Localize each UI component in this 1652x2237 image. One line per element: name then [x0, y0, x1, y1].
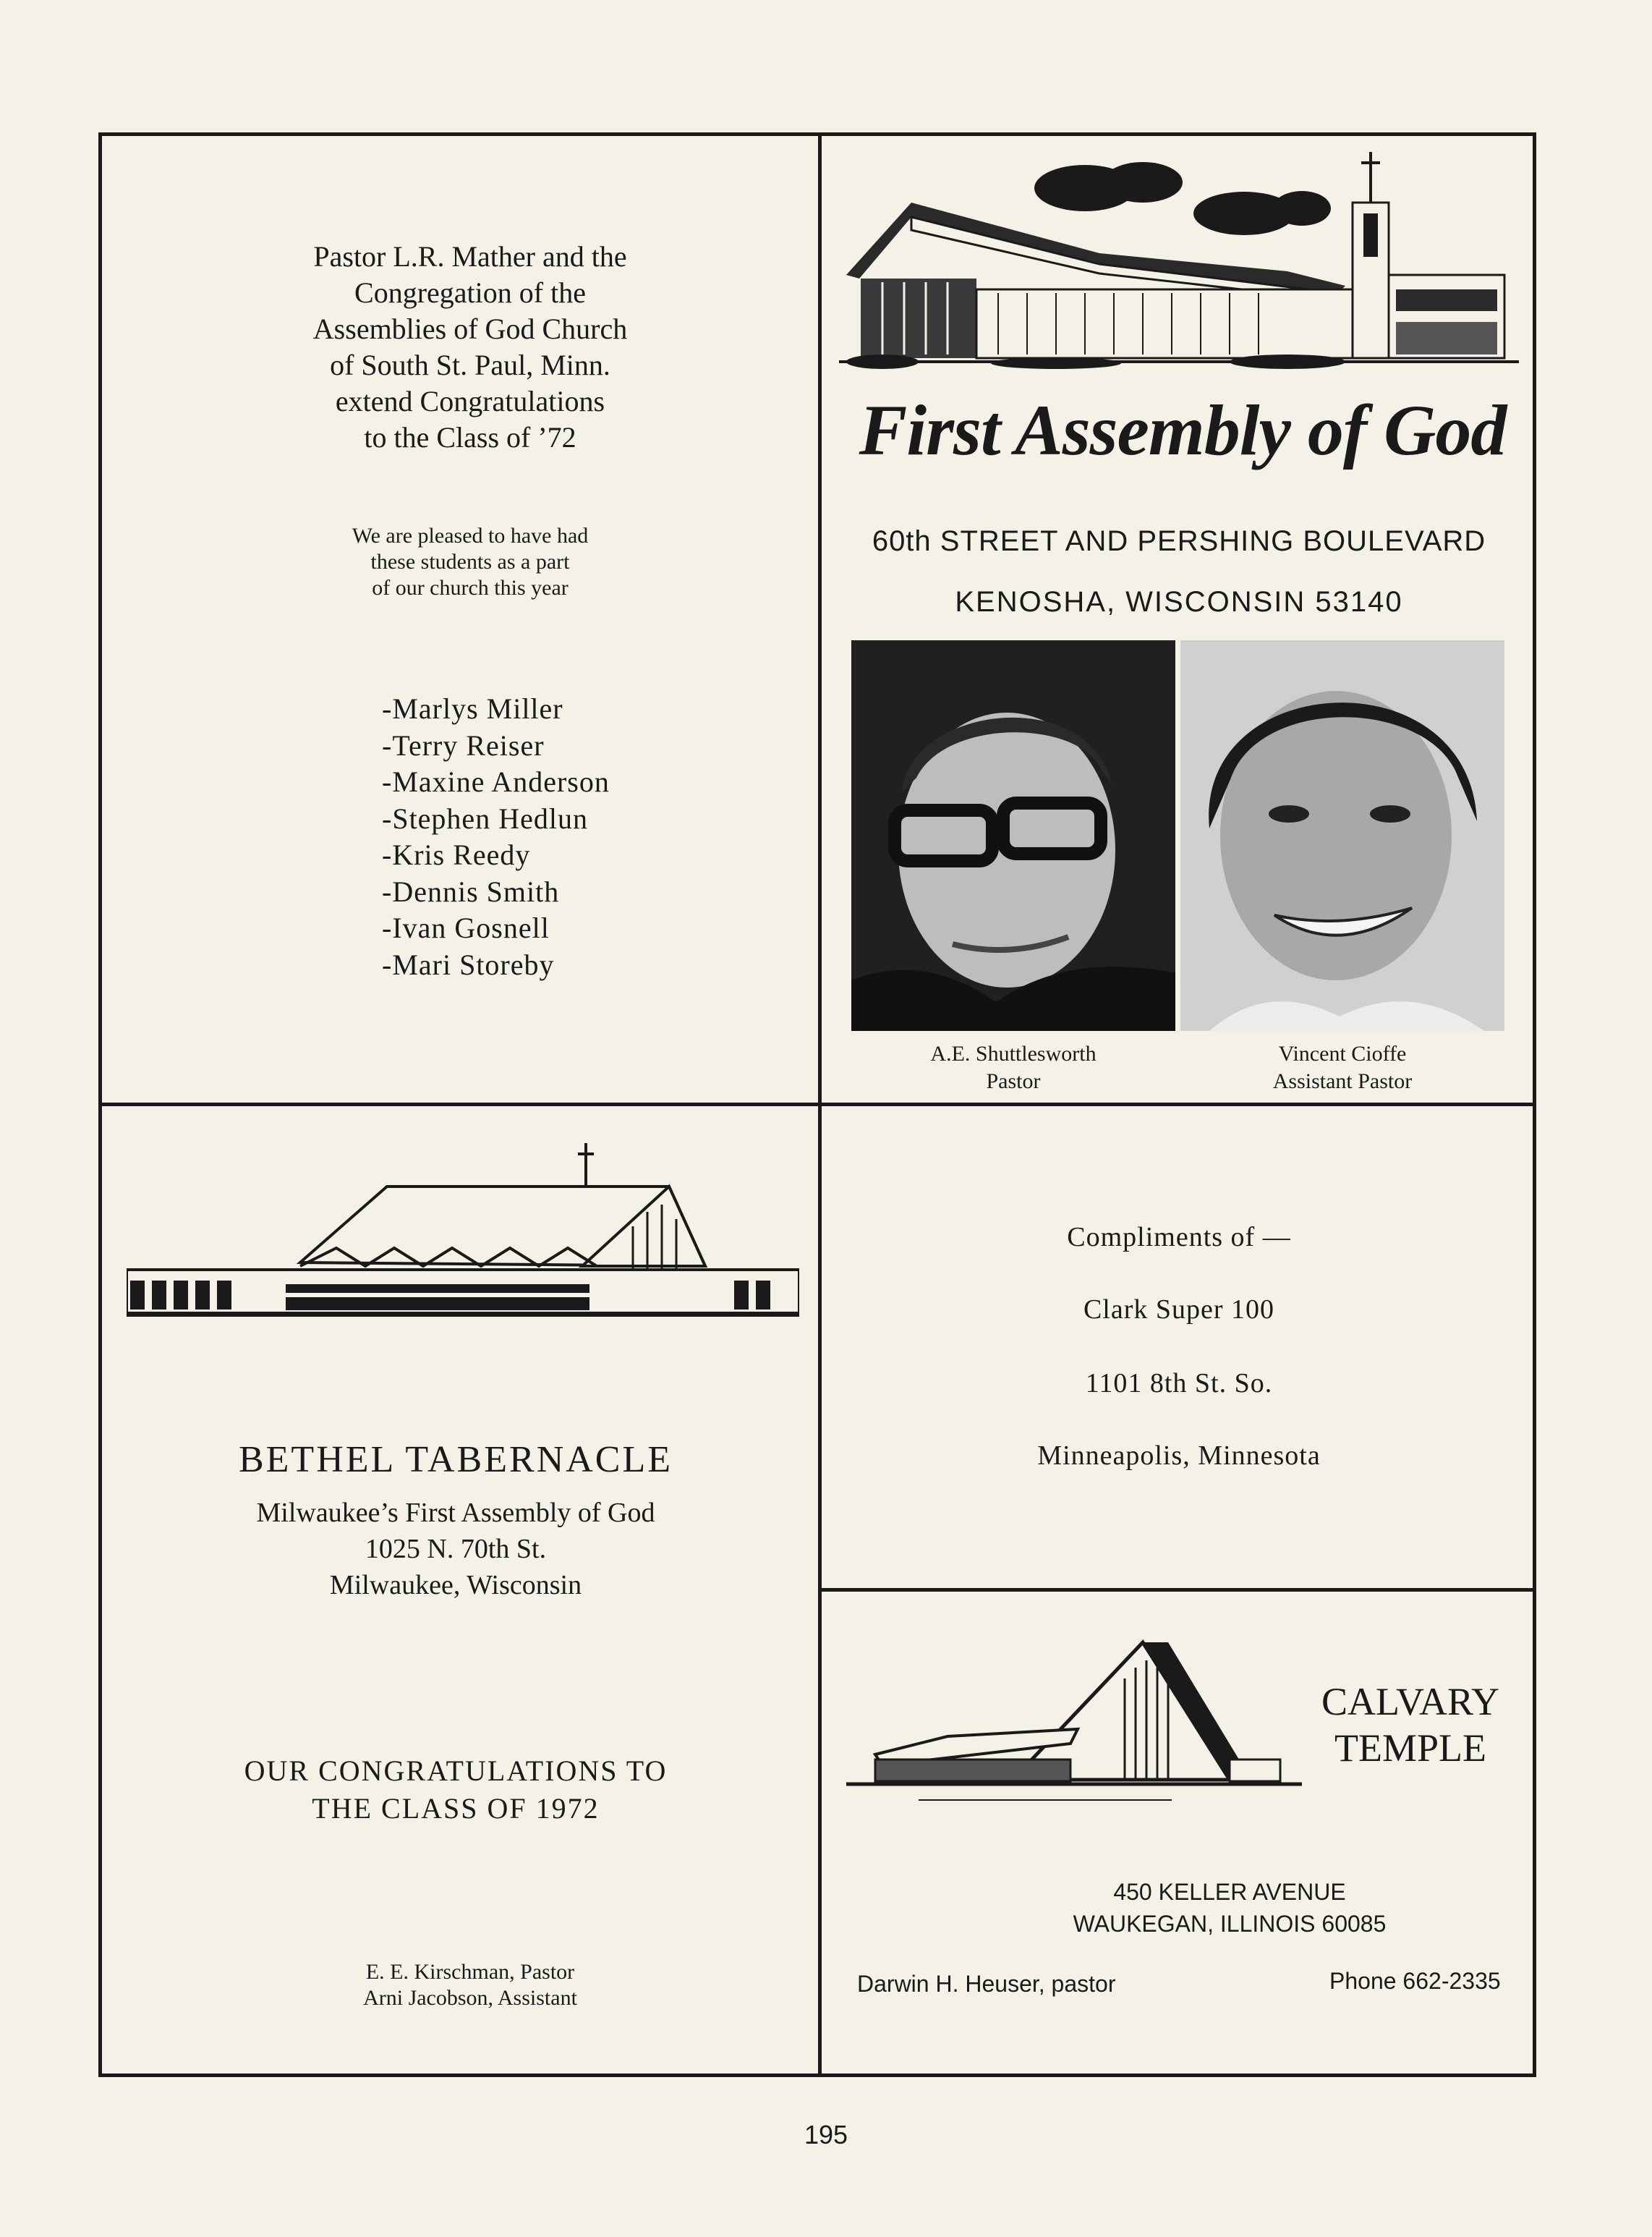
horizontal-divider-right	[818, 1588, 1536, 1592]
bethel-congratulations	[130, 1752, 781, 1828]
pastor-role: Pastor	[986, 1069, 1041, 1093]
first-assembly-street: 60th STREET AND PERSHING BOULEVARD	[872, 525, 1486, 557]
calvary-phone: Phone 662-2335	[1329, 1968, 1501, 1994]
sub-line: these students as a part	[370, 550, 570, 574]
first-assembly-city: KENOSHA, WISCONSIN 53140	[955, 586, 1403, 618]
calvary-city: WAUKEGAN, ILLINOIS 60085	[1073, 1911, 1387, 1937]
bethel-pastor: E. E. Kirschman, Pastor	[365, 1960, 575, 1984]
student-name: -Stephen Hedlun	[382, 802, 588, 835]
clark-compliments: Compliments of —	[1067, 1222, 1291, 1252]
clark-city: Minneapolis, Minnesota	[1037, 1440, 1321, 1471]
heading-line: to the Class of ’72	[364, 421, 576, 454]
bethel-info-line: Milwaukee’s First Assembly of God	[256, 1498, 655, 1528]
clark-business-name: Clark Super 100	[1083, 1294, 1275, 1325]
pastor-photo	[851, 640, 1175, 1031]
bethel-assistant: Arni Jacobson, Assistant	[363, 1986, 577, 2010]
student-name: -Ivan Gosnell	[382, 912, 550, 944]
heading-line: Congregation of the	[354, 276, 586, 309]
student-name: -Maxine Anderson	[382, 765, 610, 798]
mather-subtext	[253, 523, 687, 601]
congrats-line: OUR CONGRATULATIONS TO	[244, 1754, 668, 1787]
calvary-name-line: TEMPLE	[1334, 1726, 1486, 1770]
heading-line: Pastor L.R. Mather and the	[313, 240, 627, 273]
assistant-role: Assistant Pastor	[1272, 1069, 1413, 1093]
sub-line: We are pleased to have had	[352, 524, 589, 548]
first-assembly-church-illustration	[839, 145, 1519, 383]
student-list	[382, 691, 610, 983]
bethel-info	[130, 1495, 781, 1603]
pastor-name: A.E. Shuttlesworth	[930, 1042, 1097, 1066]
calvary-name	[1295, 1678, 1526, 1771]
student-name: -Terry Reiser	[382, 729, 545, 762]
first-assembly-title: First Assembly of God	[859, 390, 1507, 470]
heading-line: Assemblies of God Church	[312, 313, 628, 345]
bethel-info-line: 1025 N. 70th St.	[365, 1534, 547, 1564]
calvary-street: 450 KELLER AVENUE	[1113, 1879, 1346, 1905]
student-name: -Kris Reedy	[382, 839, 531, 871]
assistant-caption	[1180, 1040, 1504, 1095]
sub-line: of our church this year	[372, 576, 569, 600]
calvary-church-illustration	[839, 1635, 1309, 1816]
mather-heading	[217, 239, 723, 456]
clark-street: 1101 8th St. So.	[1085, 1368, 1273, 1398]
student-name: -Marlys Miller	[382, 692, 563, 725]
horizontal-divider-middle	[98, 1103, 1536, 1106]
calvary-address	[940, 1876, 1519, 1940]
assistant-name: Vincent Cioffe	[1278, 1042, 1407, 1066]
pastor-caption	[851, 1040, 1175, 1095]
heading-line: extend Congratulations	[335, 385, 605, 417]
calvary-name-line: CALVARY	[1321, 1680, 1500, 1723]
bethel-pastors	[217, 1959, 723, 2011]
bethel-name: BETHEL TABERNACLE	[238, 1439, 673, 1480]
bethel-church-illustration	[127, 1139, 799, 1357]
congrats-line: THE CLASS OF 1972	[312, 1792, 600, 1825]
assistant-pastor-photo	[1180, 640, 1504, 1031]
calvary-pastor: Darwin H. Heuser, pastor	[857, 1971, 1116, 1997]
heading-line: of South St. Paul, Minn.	[330, 349, 610, 381]
page-number: 195	[804, 2120, 848, 2149]
student-name: -Mari Storeby	[382, 948, 555, 981]
student-name: -Dennis Smith	[382, 875, 560, 908]
bethel-info-line: Milwaukee, Wisconsin	[329, 1570, 582, 1600]
